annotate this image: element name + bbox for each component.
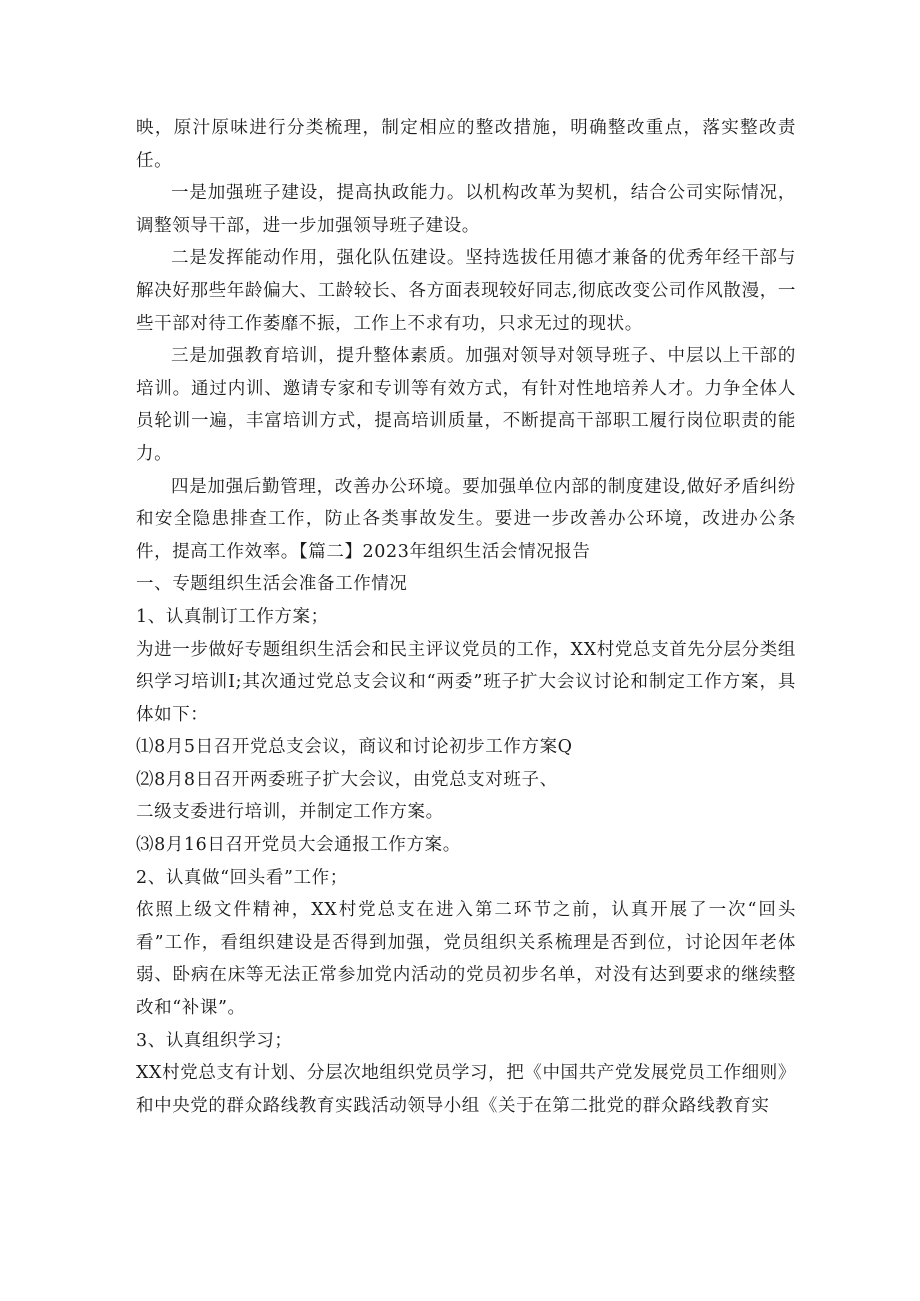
- subsection-heading-2: 2、认真做“回头看”工作；: [136, 867, 348, 888]
- subsection-heading-3: 3、认真组织学习；: [136, 1030, 293, 1051]
- paragraph-2: 一是加强班子建设，提高执政能力。以机构改革为契机，结合公司实际情况，调整领导干部，进一步加强领导班子建设。: [136, 183, 796, 236]
- subsection-heading-1: 1、认真制订工作方案；: [136, 606, 329, 627]
- paragraph-4: 三是加强教育培训，提升整体素质。加强对领导对领导班子、中层以上干部的培训。通过内训、邀请专家和专训等有效方式，有针对性地培养人才。力争全体人员轮训一遍，丰富培训方式，提高培训质量，不断提高干部职工履行岗位职责的能力。: [136, 346, 796, 464]
- paragraph-1: 映，原汁原味进行分类梳理，制定相应的整改措施，明确整改重点，落实整改责任。: [136, 118, 796, 171]
- paragraph-5: 四是加强后勤管理，改善办公环境。要加强单位内部的制度建设,做好矛盾纠纷和安全隐患排查工作，防止各类事故发生。要进一步改善办公环境，改进办公条件，提高工作效率。【篇二】2023年组织生活会情况报告: [136, 476, 796, 562]
- list-item-1: ⑴8月5日召开党总支会议，商议和讨论初步工作方案Q: [136, 737, 573, 758]
- list-item-2-continued: 二级支委进行培训，并制定工作方案。: [136, 802, 444, 823]
- list-item-3: ⑶8月16日召开党员大会通报工作方案。: [136, 835, 461, 856]
- section-heading-1: 一、专题组织生活会准备工作情况: [136, 574, 408, 595]
- document-body: [136, 112, 796, 1122]
- paragraph-8: XX村党总支有计划、分层次地组织党员学习，把《中国共产党发展党员工作细则》和中央党的群众路线教育实践活动领导小组《关于在第二批党的群众路线教育实: [136, 1063, 796, 1116]
- list-item-2: ⑵8月8日召开两委班子扩大会议，由党总支对班子、: [136, 769, 558, 790]
- paragraph-6: 为进一步做好专题组织生活会和民主评议党员的工作，XX村党总支首先分层分类组织学习培训I;其次通过党总支会议和“两委”班子扩大会议讨论和制定工作方案，具体如下：: [136, 639, 796, 725]
- paragraph-3: 二是发挥能动作用，强化队伍建设。坚持选拔任用德才兼备的优秀年经干部与解决好那些年龄偏大、工龄较长、各方面表现较好同志,彻底改变公司作风散漫，一些干部对待工作萎靡不振，工作上不求有功，只求无过的现状。: [136, 248, 796, 334]
- paragraph-7: 依照上级文件精神，XX村党总支在进入第二环节之前，认真开展了一次“回头看”工作，看组织建设是否得到加强，党员组织关系梳理是否到位，讨论因年老体弱、卧病在床等无法正常参加党内活动的党员初步名单，对没有达到要求的继续整改和“补课”。: [136, 900, 796, 1019]
